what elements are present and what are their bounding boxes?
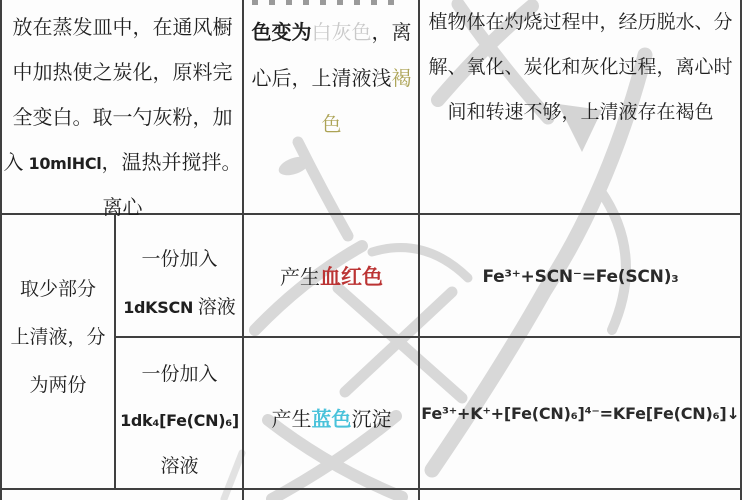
analysis-line-3: 间和转速不够，上清液存在褐色 [447,102,714,123]
sample-split-cell [2,266,114,410]
blood-red-color-word: 血红色 [320,265,383,289]
kscn-step-cell [116,236,243,332]
procedure-line-2: 中加热使之炭化，原料完 [12,62,233,84]
kscn-reagent-text: 1dKSCN [123,298,194,317]
brown-color-word-part2: 色 [321,114,342,136]
blue-color-word: 蓝色 [311,409,352,431]
table-row-divider-3 [0,488,742,490]
observation-line-2-text: 心后，上清液浅 [251,68,392,90]
ferrocyanide-result-prefix: 产生 [271,409,312,431]
white-gray-color-word: 白灰色 [311,22,372,44]
analysis-cell [420,0,741,135]
procedure-line-3: 全变白。取一勺灰粉，加 [12,107,233,129]
procedure-line-5: 离心 [102,197,143,219]
ferrocyanide-step-line-1: 一份加入 [141,364,218,385]
procedure-cell [2,6,243,231]
ferrocyanide-result-suffix: 沉淀 [351,409,392,431]
analysis-line-1: 植物体在灼烧过程中，经历脱水、分 [428,12,733,33]
ferrocyanide-result-cell [245,403,418,432]
observation-cell [245,10,418,148]
kscn-equation-text: Fe³⁺+SCN⁻=Fe(SCN)₃ [482,267,679,287]
sample-line-2: 上清液，分 [10,327,106,348]
sample-line-1: 取少部分 [19,279,96,300]
analysis-line-2: 解、氧化、炭化和灰化过程，离心时 [428,57,733,78]
procedure-line-4-post: ，温热并搅拌。 [101,152,242,174]
kscn-equation-cell [420,267,741,287]
ferrocyanide-equation-text: Fe³⁺+K⁺+[Fe(CN)₆]⁴⁻=KFe[Fe(CN)₆]↓ [421,404,740,423]
kscn-result-cell [245,261,418,291]
kscn-result-prefix: 产生 [280,267,320,289]
kscn-step-line-1: 一份加入 [141,249,218,270]
kscn-solution-text: 溶液 [197,297,236,318]
observation-line-2 [245,56,418,102]
clipped-text-fragment [252,0,404,5]
procedure-line-4 [2,141,243,186]
brown-color-word-part1: 褐 [391,68,412,90]
ferrocyanide-solution-text: 溶液 [160,456,199,477]
observation-line-1-bold: 色变为 [251,22,312,44]
observation-line-1 [245,10,418,56]
procedure-line-1: 放在蒸发皿中，在通风橱 [12,17,233,39]
kscn-step-line-2 [116,284,243,332]
observation-line-1-rest: ，离 [371,22,412,44]
ferrocyanide-reagent-text: 1dk₄[Fe(CN)₆] [120,411,239,430]
hcl-amount-text: 10mlHCl [28,154,102,173]
procedure-line-4-pre: 入 [3,152,29,174]
ferrocyanide-equation-cell [420,404,741,424]
table-row-divider-2 [114,336,742,338]
sample-line-3: 为两份 [29,375,87,396]
ferrocyanide-step-cell [116,352,243,490]
